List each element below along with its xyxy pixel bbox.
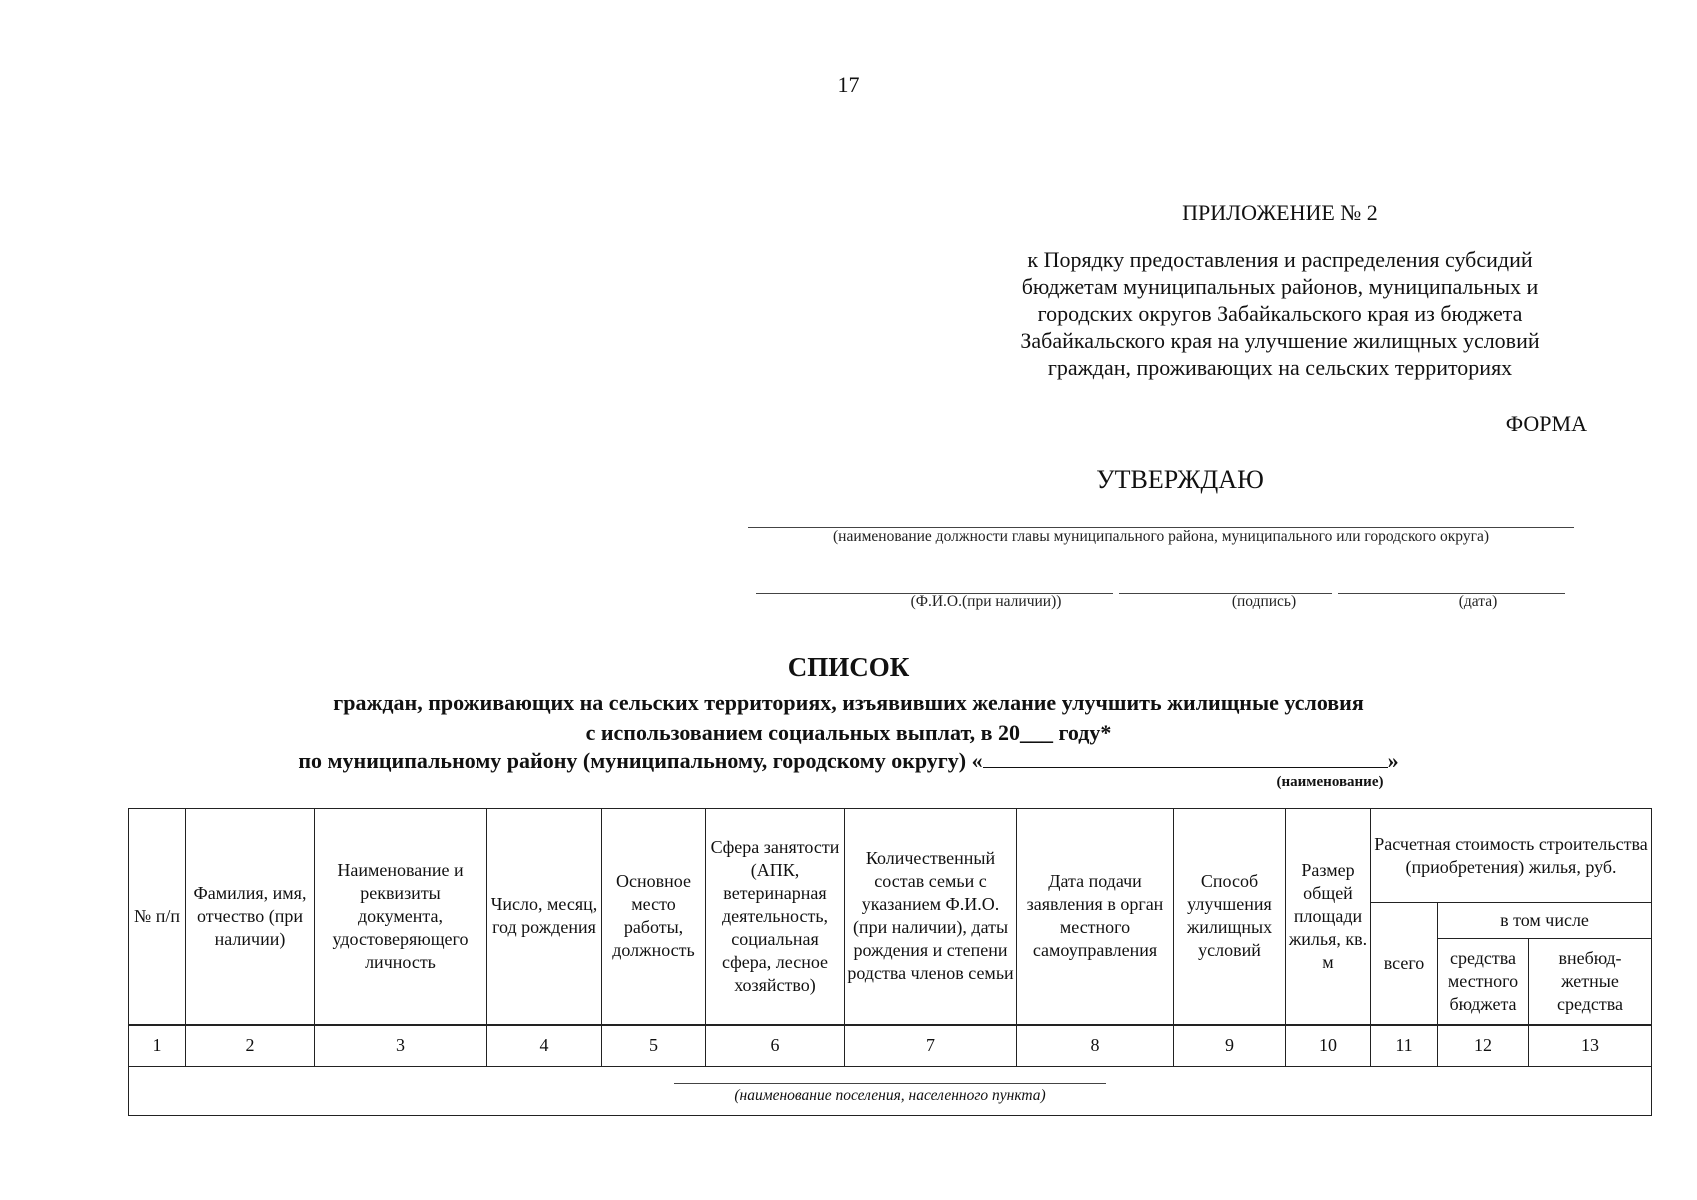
district-suffix: » [1387,748,1399,773]
appendix-line: городских округов Забайкальского края из бюджета [1037,301,1523,326]
column-number: 2 [186,1025,315,1067]
header-application-date: Дата подачи заявления в орган местного самоуправления [1017,809,1174,1025]
page-number: 17 [837,72,860,97]
header-improvement-method: Способ улучшения жилищных условий [1174,809,1286,1025]
column-number: 10 [1286,1025,1371,1067]
appendix-description [988,246,1572,381]
column-number: 7 [845,1025,1017,1067]
appendix-line: Забайкальского края на улучшение жилищных условий [1020,328,1540,353]
column-number: 8 [1017,1025,1174,1067]
list-subtitle-line-2: с использованием социальных выплат, в 20___ году* [585,720,1112,745]
column-number: 11 [1371,1025,1438,1067]
appendix-line: граждан, проживающих на сельских территориях [1047,355,1513,380]
header-living-area: Размер общей площади жилья, кв. м [1286,809,1371,1025]
header-family-composition: Количественный состав семьи с указанием Ф.И.О. (при наличии), даты рождения и степени родства членов семьи [845,809,1017,1025]
settlement-caption: (наименование поселения, населенного пункта) [734,1087,1046,1104]
position-caption: (наименование должности главы муниципального района, муниципального или городского округа) [832,528,1490,545]
column-number: 1 [129,1025,186,1067]
header-employment-sphere: Сфера занятости (АПК, ветеринарная деятельность, социальная сфера, лесное хозяйство) [706,809,845,1025]
header-birth-date: Число, месяц, год рождения [487,809,602,1025]
list-subtitle-line-3 [0,748,1697,774]
district-name-caption: (наименование) [1276,774,1384,790]
column-number: 12 [1438,1025,1529,1067]
header-local-budget: средства местного бюджета [1438,939,1529,1025]
district-prefix: по муниципальному району (муниципальному, городскому округу) « [298,748,983,773]
header-estimated-cost: Расчетная стоимость строительства (приобретения) жилья, руб. [1371,809,1652,903]
header-total: всего [1371,903,1438,1025]
citizens-table [128,808,1652,1116]
header-identity-document: Наименование и реквизиты документа, удостоверяющего личность [315,809,487,1025]
form-label: ФОРМА [1505,411,1587,436]
column-number: 9 [1174,1025,1286,1067]
appendix-line: к Порядку предоставления и распределения субсидий [1027,247,1533,272]
district-name-blank [983,749,1388,768]
fio-caption: (Ф.И.О.(при наличии)) [910,593,1062,610]
appendix-line: бюджетам муниципальных районов, муниципальных и [1021,274,1539,299]
list-title: СПИСОК [787,652,910,682]
list-subtitle [0,688,1697,748]
column-number: 13 [1529,1025,1652,1067]
header-full-name: Фамилия, имя, отчество (при наличии) [186,809,315,1025]
column-number: 3 [315,1025,487,1067]
column-number: 6 [706,1025,845,1067]
settlement-row [129,1067,1652,1116]
approval-heading: УТВЕРЖДАЮ [1096,465,1264,494]
list-subtitle-line-1: граждан, проживающих на сельских территориях, изъявивших желание улучшить жилищные условия [333,690,1364,715]
date-caption: (дата) [1458,593,1498,610]
signature-caption: (подпись) [1231,593,1297,610]
header-number: № п/п [129,809,186,1025]
appendix-title: ПРИЛОЖЕНИЕ № 2 [1182,200,1378,225]
header-workplace: Основное место работы, должность [602,809,706,1025]
header-including: в том числе [1438,903,1652,939]
column-number: 5 [602,1025,706,1067]
column-number: 4 [487,1025,602,1067]
header-extrabudgetary: внебюд-жетные средства [1529,939,1652,1025]
